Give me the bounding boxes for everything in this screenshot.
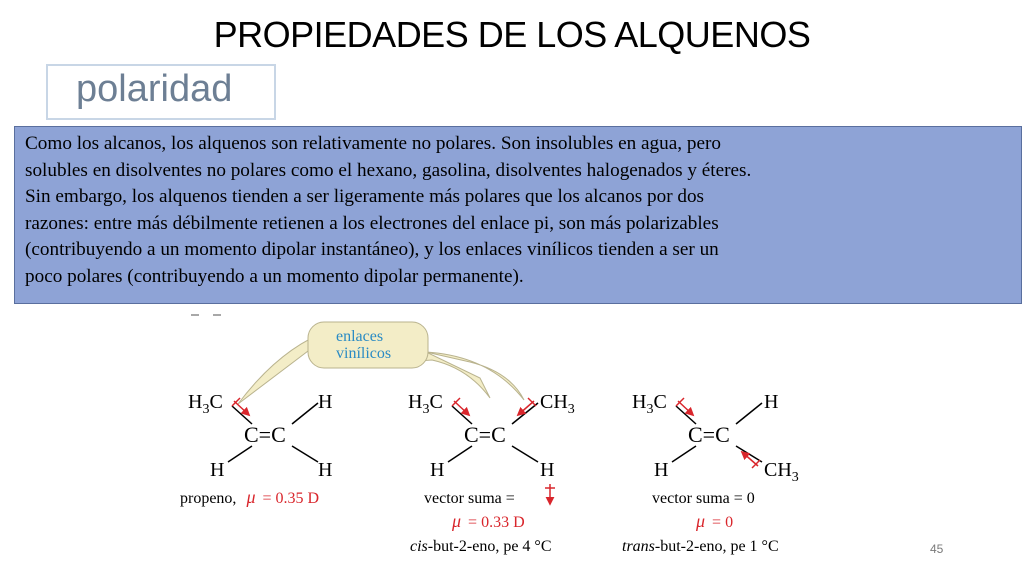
propeno-structure xyxy=(180,391,332,507)
trans-structure xyxy=(622,391,799,555)
subtitle-text: polaridad xyxy=(76,68,233,110)
dipole-arrow xyxy=(678,401,693,415)
callout-bubble xyxy=(238,322,524,404)
trans-name: trans-but-2-eno, pe 1 °C xyxy=(622,538,779,555)
dipole-arrow xyxy=(234,401,249,415)
callout-text-line2: vinílicos xyxy=(336,345,392,362)
propeno-h-bottom-right: H xyxy=(318,459,333,481)
cis-dipole-value: μ = 0.33 D xyxy=(452,511,525,531)
trans-ch3-right-label: $CH_3$ xyxy=(764,459,799,485)
paragraph-line: Como los alcanos, los alquenos son relativamente no polares. Son insolubles en agua, pero xyxy=(25,133,721,154)
cis-ch3-right-label: $CH_3$ xyxy=(540,391,575,417)
paragraph-line: poco polares (contribuyendo a un momento dipolar permanente). xyxy=(25,265,524,287)
trans-h-bottom-left: H xyxy=(654,459,669,481)
page-number: 45 xyxy=(930,542,944,556)
trans-dipole-value: μ = 0 xyxy=(696,511,734,531)
propeno-double-bond: C=C xyxy=(244,422,286,447)
paragraph-line: (contribuyendo a un momento dipolar instantáneo), y los enlaces vinílicos tienden a ser un xyxy=(25,239,719,260)
paragraph-line: Sin embargo, los alquenos tienden a ser ligeramente más polares que los alcanos por dos xyxy=(25,186,705,207)
callout-text-line1: enlaces xyxy=(336,328,384,345)
propeno-h-top-right: H xyxy=(318,391,333,413)
cis-vector-sum: vector suma = xyxy=(424,490,515,507)
cis-name: cis-but-2-eno, pe 4 °C xyxy=(410,538,552,555)
trans-h-top-right: H xyxy=(764,391,779,413)
propeno-ch3-label: $H_3C$ xyxy=(188,391,223,417)
propeno-h-bottom-left: H xyxy=(210,459,225,481)
trans-vector-sum: vector suma = 0 xyxy=(652,490,755,507)
cis-h-bottom-right: H xyxy=(540,459,555,481)
cis-structure xyxy=(408,391,575,555)
cis-double-bond: C=C xyxy=(464,422,506,447)
propeno-caption: propeno, μ = 0.35 D xyxy=(180,487,320,507)
paragraph-line: solubles en disolventes no polares como el hexano, gasolina, disolventes halogenados y éteres. xyxy=(25,159,752,181)
cis-h-bottom-left: H xyxy=(430,459,445,481)
cis-ch3-left-label: $H_3C$ xyxy=(408,391,443,417)
trans-double-bond: C=C xyxy=(688,422,730,447)
paragraph-line: razones: entre más débilmente retienen a los electrones del enlace pi, son más polarizables xyxy=(25,212,719,234)
slide-title: PROPIEDADES DE LOS ALQUENOS xyxy=(213,14,811,55)
dipole-arrow xyxy=(454,401,469,415)
trans-ch3-left-label: $H_3C$ xyxy=(632,391,667,417)
